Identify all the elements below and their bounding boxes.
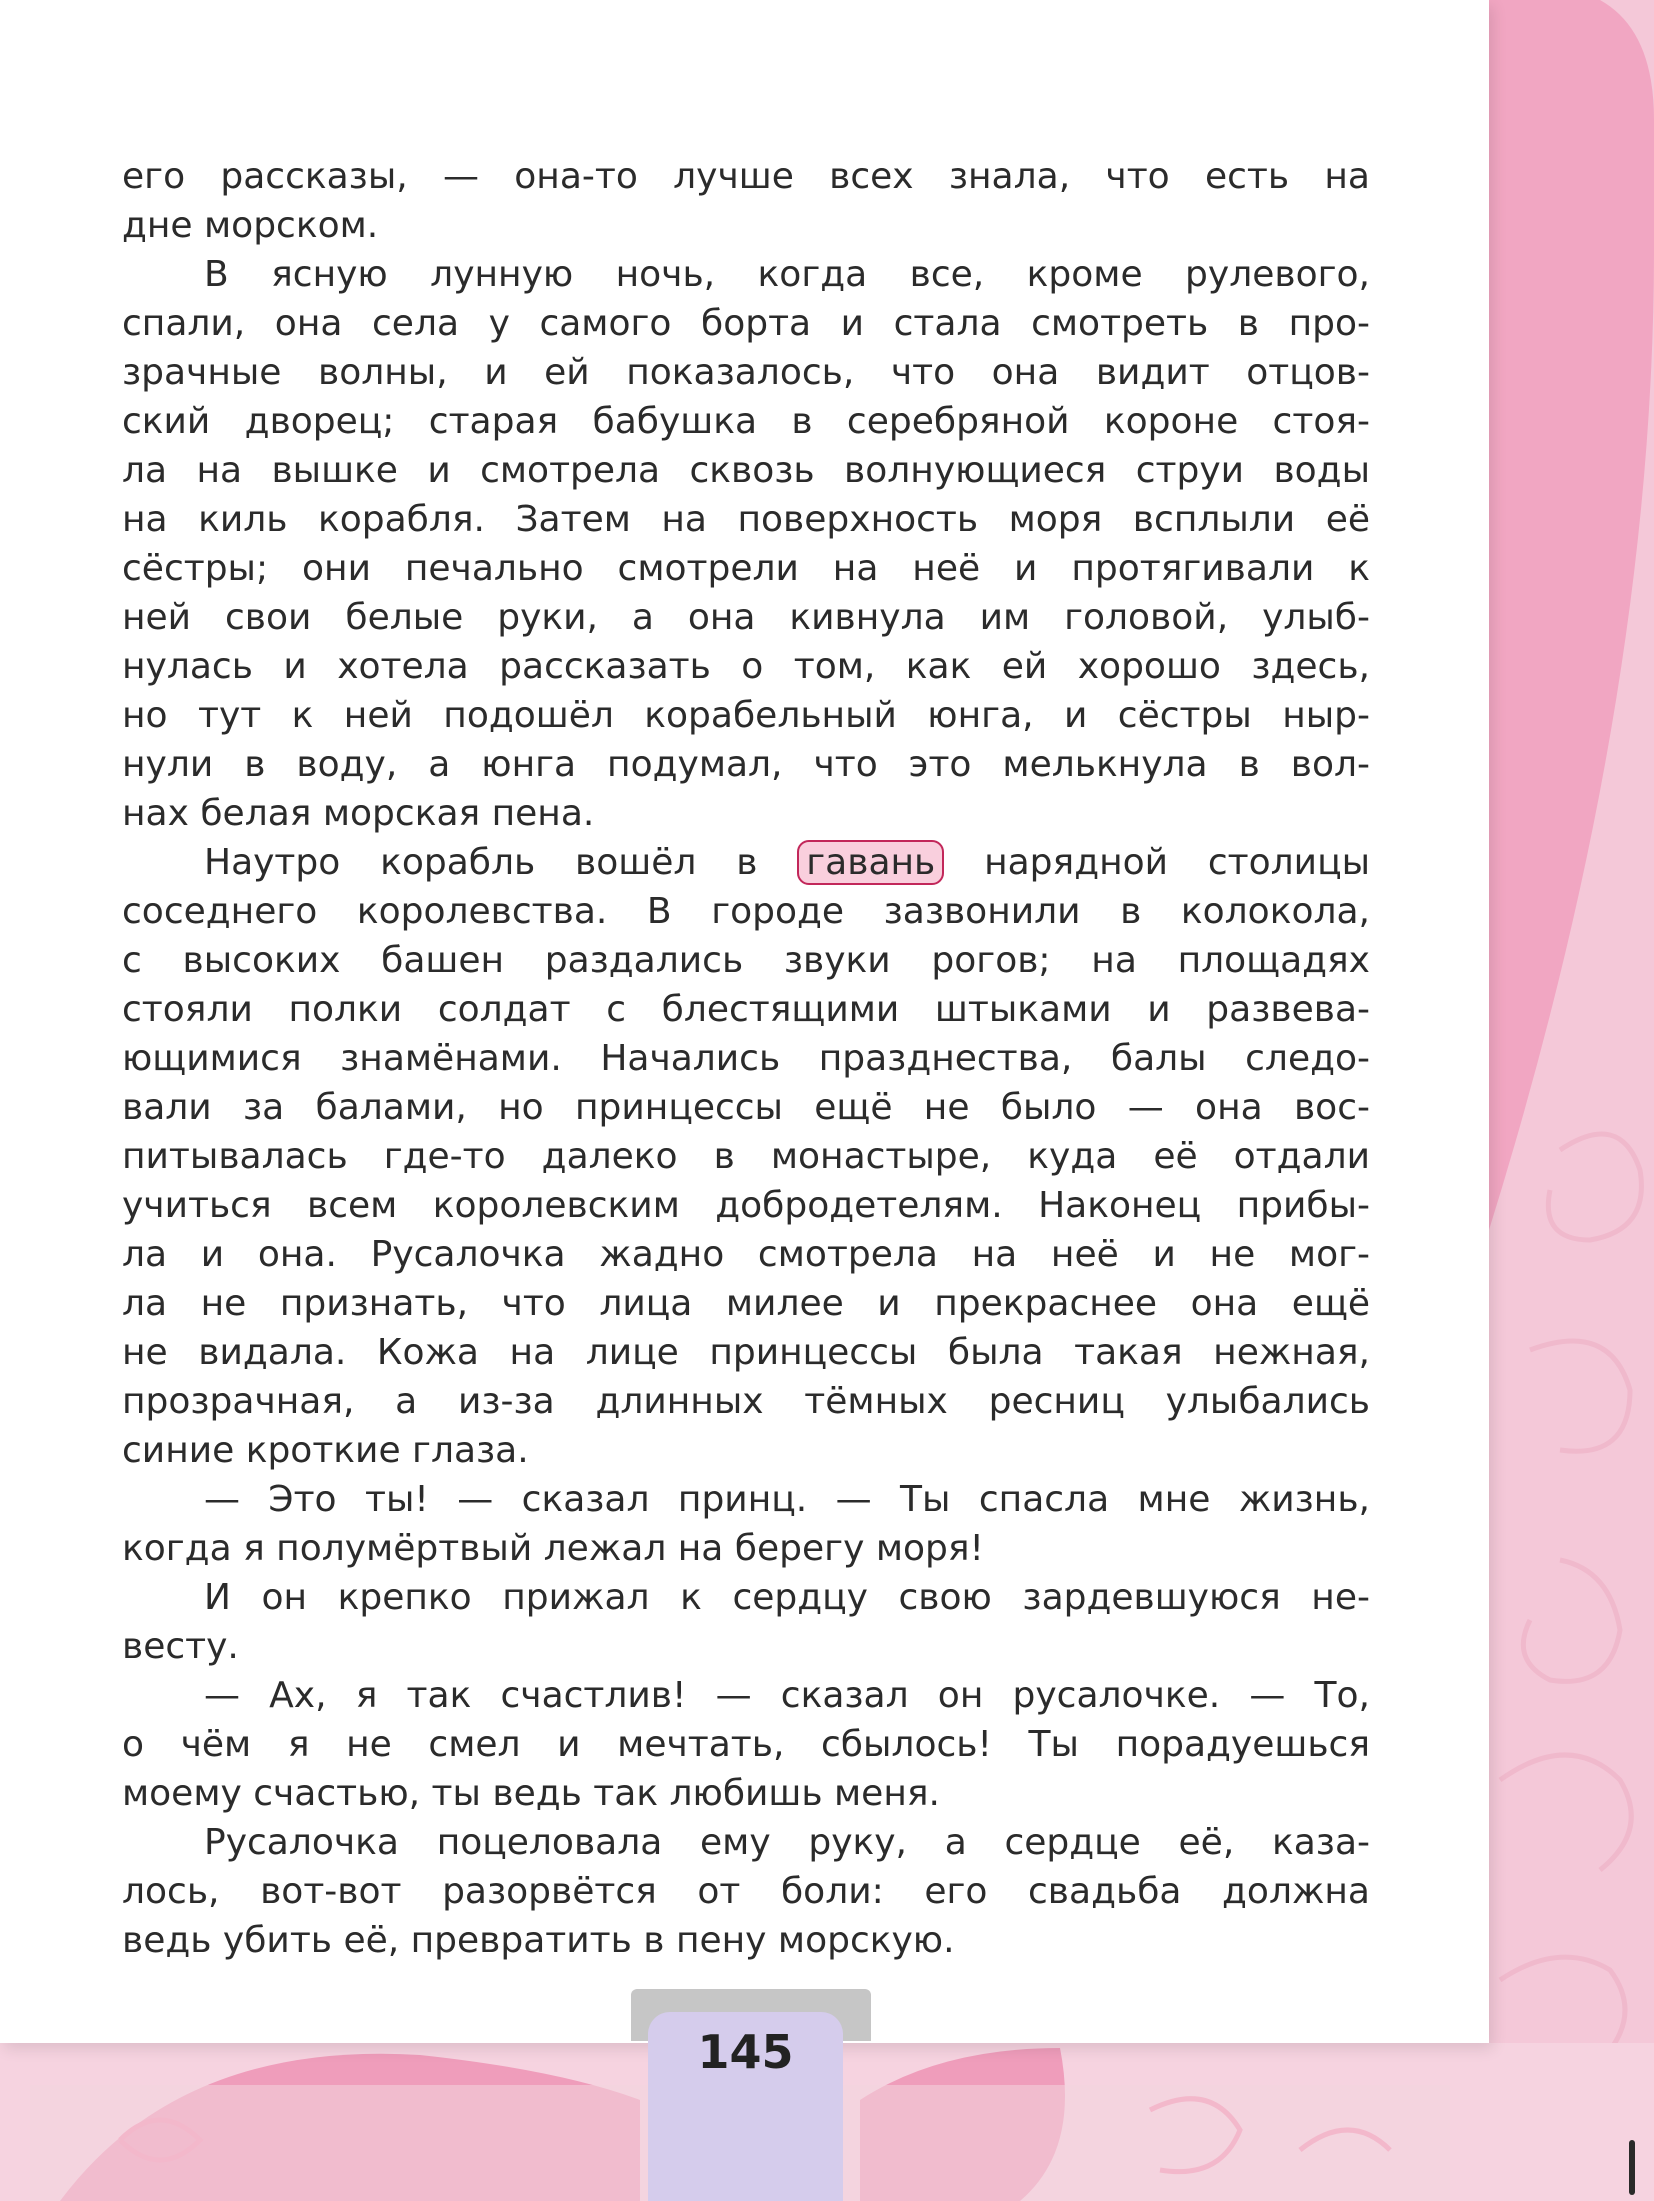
story-text — [122, 152, 1370, 1965]
text-line: ющимися знамёнами. Начались празднества, балы следо- — [122, 1038, 1370, 1079]
text-line: не видала. Кожа на лице принцессы была такая нежная, — [122, 1332, 1370, 1373]
text-line: В ясную лунную ночь, когда все, кроме рулевого, — [204, 254, 1370, 295]
text-line: но тут к ней подошёл корабельный юнга, и сёстры ныр- — [122, 695, 1370, 736]
text-line: прозрачная, а из-за длинных тёмных ресниц улыбались — [122, 1381, 1370, 1422]
text-line: нах белая морская пена. — [122, 793, 595, 834]
text-line: зрачные волны, и ей показалось, что она видит отцов- — [122, 352, 1370, 393]
text-line — [122, 838, 1370, 887]
text-line: ла на вышке и смотрела сквозь волнующиеся струи воды — [122, 450, 1370, 491]
text-line: на киль корабля. Затем на поверхность моря всплыли её — [122, 499, 1370, 540]
text-line: весту. — [122, 1626, 239, 1667]
text-line: ней свои белые руки, а она кивнула им головой, улыб- — [122, 597, 1370, 638]
text-line: ский дворец; старая бабушка в серебряной короне стоя- — [122, 401, 1370, 442]
text-line: стояли полки солдат с блестящими штыками и развева- — [122, 989, 1370, 1030]
text-line-part: нарядной столицы — [944, 842, 1370, 883]
text-line: нули в воду, а юнга подумал, что это мелькнула в вол- — [122, 744, 1370, 785]
text-line: И он крепко прижал к сердцу свою зардевшуюся не- — [204, 1577, 1370, 1618]
text-line: учиться всем королевским добродетелям. Наконец прибы- — [122, 1185, 1370, 1226]
text-line: — Ах, я так счастлив! — сказал он русалочке. — То, — [204, 1675, 1370, 1716]
text-line: нулась и хотела рассказать о том, как ей хорошо здесь, — [122, 646, 1370, 687]
text-line: ведь убить её, превратить в пену морскую. — [122, 1920, 955, 1961]
text-line: — Это ты! — сказал принц. — Ты спасла мне жизнь, — [204, 1479, 1370, 1520]
text-line: Русалочка поцеловала ему руку, а сердце её, каза- — [204, 1822, 1370, 1863]
text-line: ла не признать, что лица милее и прекраснее она ещё — [122, 1283, 1370, 1324]
text-line: синие кроткие глаза. — [122, 1430, 529, 1471]
text-line: его рассказы, — она-то лучше всех знала, что есть на — [122, 156, 1370, 197]
text-line-part: Наутро корабль вошёл в — [204, 842, 798, 883]
page-number-tab: 145 — [648, 2012, 843, 2201]
scrollbar-thumb[interactable] — [1629, 2140, 1635, 2195]
text-line: лось, вот-вот разорвётся от боли: его свадьба должна — [122, 1871, 1370, 1912]
text-line: о чём я не смел и мечтать, сбылось! Ты порадуешься — [122, 1724, 1370, 1765]
text-line: питывалась где-то далеко в монастыре, куда её отдали — [122, 1136, 1370, 1177]
highlighted-vocabulary-word[interactable]: гавань — [797, 840, 944, 885]
text-line: когда я полумёртвый лежал на берегу моря! — [122, 1528, 984, 1569]
text-line: ла и она. Русалочка жадно смотрела на неё и не мог- — [122, 1234, 1370, 1275]
text-line: вали за балами, но принцессы ещё не было — она вос- — [122, 1087, 1370, 1128]
text-line: дне морском. — [122, 205, 379, 246]
text-line: спали, она села у самого борта и стала смотреть в про- — [122, 303, 1370, 344]
text-line: соседнего королевства. В городе зазвонили в колокола, — [122, 891, 1370, 932]
text-line: сёстры; они печально смотрели на неё и протягивали к — [122, 548, 1370, 589]
text-line: с высоких башен раздались звуки рогов; на площадях — [122, 940, 1370, 981]
text-line: моему счастью, ты ведь так любишь меня. — [122, 1773, 940, 1814]
